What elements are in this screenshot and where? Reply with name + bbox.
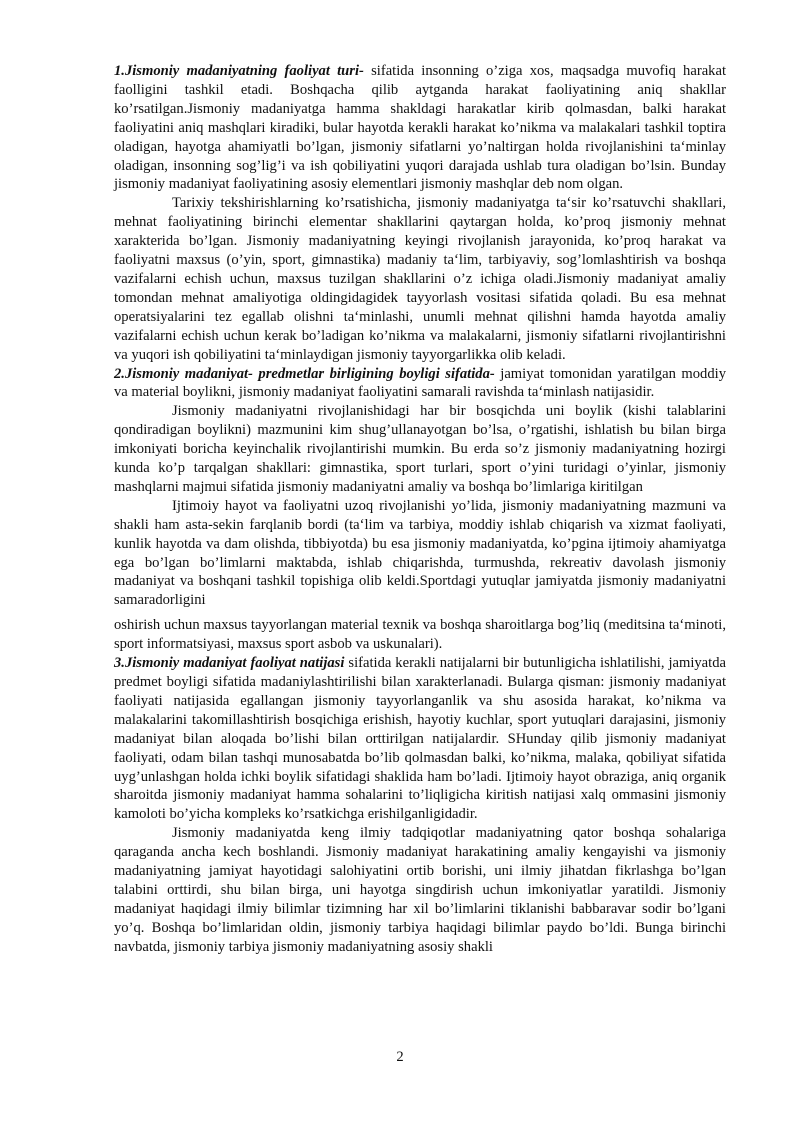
paragraph-3 — [114, 365, 726, 403]
paragraph-5: Ijtimoiy hayot va faoliyatni uzoq rivojlanishi yo’lida, jismoniy madaniyatning mazmuni va shakli ham asta-sekin farqlanib bordi (ta‘lim va tarbiya, moddiy ishlab chiqarish va xizmat faoliyati, kunlik hayotda va dam olishda, tibbiyotda) bu esa jismoniy madaniyatda, ko’pgina ijtimoiy ahamiyatga ega bo’lgan bo’limlarni maktabda, ishlab chiqarishda, turmushda, rekreativ davolash jismoniy madaniyat va boshqani tashkil topishiga olib keldi.Sportdagi yutuqlar jamiyatda jismoniy madaniyatni samaradorligini — [114, 497, 726, 609]
paragraph-text: sifatida kerakli natijalarni bir butunligicha ishlatilishi, jamiyatda predmet boyligi sifatida madaniylashtirilishi bilan xarakterlanadi. Bularga qisman: jismoniy madaniyat faoliyati natijasida egallangan jismoniy tayyorlanganlik va shu asosida harakat, ko’nikma va malakalarini takomillashtirish bosqichiga erishish, hayotiy kuchlar, sport yutuqlari darajasini, jismoniy madaniyat bilan aloqada bo’lishi bilan orttirilgan natijalardir. SHunday qilib jismoniy madaniyat faoliyati, odam bilan tashqi munosabatda bo’lib qolmasdan balki, ko’nikma, malaka, qobiliyat sifatida uyg’unlashgan holda ichki boylik sifatidagi shaklida ham bo’ladi. Ijtimoiy hayot obraziga, aniq organik sharoitda jismoniy madaniyat hamma sohalarini to’liqligicha kiritish natijasi xalq ommasini jismoniy kamoloti bo’yicha kompleks ko’rsatkichga erishilganligidadir. — [114, 655, 726, 823]
section-heading-1: 1.Jismoniy madaniyatning faoliyat turi- — [114, 63, 364, 79]
paragraph-1 — [114, 62, 726, 194]
document-body — [114, 62, 726, 957]
paragraph-6: oshirish uchun maxsus tayyorlangan material texnik va boshqa sharoitlarga bog’liq (meditsina ta‘minoti, sport informatsiyasi, maxsus sport asbob va uskunalari). — [114, 617, 726, 653]
section-heading-2: 2.Jismoniy madaniyat- predmetlar birligining boyligi sifatida- — [114, 365, 495, 382]
section-heading-3: 3.Jismoniy madaniyat faoliyat natijasi — [114, 655, 345, 672]
page-number: 2 — [396, 1049, 404, 1065]
paragraph-8: Jismoniy madaniyatda keng ilmiy tadqiqotlar madaniyatning qator boshqa sohalariga qaraganda ancha kech boshlandi. Jismoniy madaniyat harakatining amaliy kengayishi va jismoniy madaniyatning jamiyat hayotidagi salohiyatini ortib borishi, uni ilmiy jihatdan fikrlashga bo’lgan talabini orttirdi, shu bilan birga, uni hayotga singdirish uchun imkoniyatlar yaratildi. Jismoniy madaniyat haqidagi ilmiy bilimlar tizimning har xil bo’limlarini tiklanishi babbaravar sodir bo’lgani yo’q. Boshqa bo’limlaridan oldin, jismoniy tarbiya haqidagi bilimlar paydo bo’ldi. Bunga birinchi navbatda, jismoniy tarbiya jismoniy madaniyatning asosiy shakli — [114, 825, 726, 955]
paragraph-4: Jismoniy madaniyatni rivojlanishidagi har bir bosqichda uni boylik (kishi talablarini qondiradigan boylikni) mazmunini kim shug’ullanayotgan bo’lsa, o’rgatishi, ishlatish bu bilan birga imkoniyati boricha keyinchalik rivojlantirishi mumkin. Bu erda so’z jismoniy madaniyatning hozirgi kunda ko’p tarqalgan shakllari: gimnastika, sport turlari, sport o’yini turidagi o’yinlar, jismoniy mashqlarni majmui sifatida jismoniy madaniyatni amaliy va boshqa bo’limlariga kiritilgan — [114, 403, 726, 495]
paragraph-text: sifatida insonning o’ziga xos, maqsadga muvofiq harakat faolligini tashkil etadi. Boshqacha qilib aytganda harakat faoliyatining aniq shakllar ko’rsatilgan.Jismoniy madaniyatga hamma shakldagi harakatlar kirib qolmasdan, balki harakat faoliyatini aniq mashqlari kiradiki, bular hayotda kerakli harakat ko’nikma va malakalari tashkil toptira oladigan, hayotga ahamiyatli bo’lgan, jismoniy sifatlarni yo’naltirgan holda rivojlanishini ta‘minlay oladigan, insonning sog’lig’i va ish qobiliyatini yuqori darajada ushlab tura oladigan bo’lsin. Bunday jismoniy madaniyat faoliyatining asosiy elementlari jismoniy mashqlar deb nom olgan. — [114, 63, 727, 193]
paragraph-text: jamiyat tomonidan yaratilgan moddiy va material boylikni, jismoniy madaniyat faoliyatini samarali ravishda ta‘minlash natijasidir. — [114, 365, 726, 401]
paragraph-7 — [114, 654, 726, 824]
paragraph-2: Tarixiy tekshirishlarning ko’rsatishicha, jismoniy madaniyatga ta‘sir ko’rsatuvchi shakllari, mehnat faoliyatining birinchi elementar shakllarini qaytargan holda, ko’proq jismoniy mehnat xarakterida bo’lgan. Jismoniy madaniyatning keyingi rivojlanish jarayonida, ko’proq harakat va faoliyatni maxsus (o’yin, sport, gimnastika) madaniy ta‘lim, tarbiyaviy, sog’lomlashtirish va boshqa vazifalarni echish uchun, maxsus tuzilgan shakllarini o’z ichiga oladi.Jismoniy madaniyat amaliy tomondan mehnat amaliyotiga oldingidagidek tayyorlash vositasi sifatida qoladi. Bu esa mehnat operatsiyalarini tez egallab olishni ta‘minlashi, unumli mehnat qilishni hamda hayotda amaliy vazifalarni echish uchun kerak bo’ladigan ko’nikma va malakalarni, jismoniy sifatlarni rivojlantirishni va yuqori ish qobiliyatini ta‘minlaydigan jismoniy tayyorgarlikka olib keladi. — [114, 195, 726, 363]
